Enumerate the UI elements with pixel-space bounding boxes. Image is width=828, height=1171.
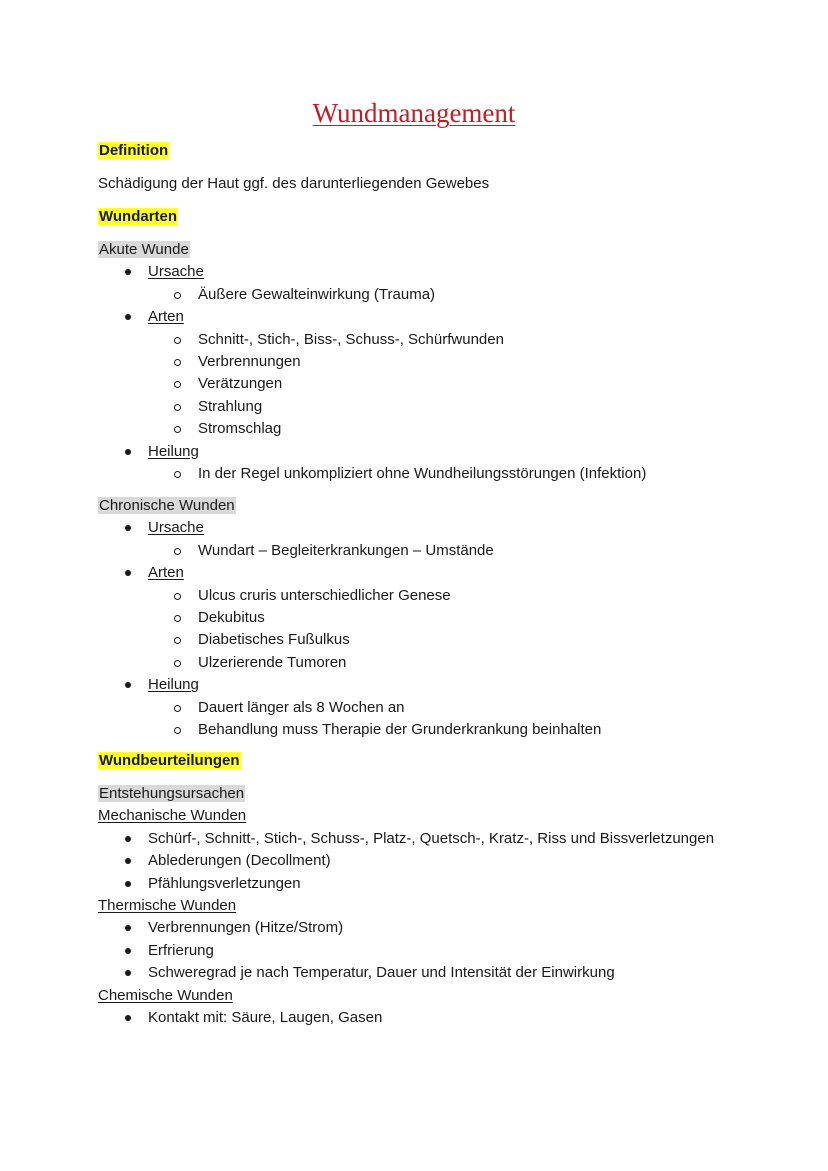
list-item: Verbrennungen bbox=[98, 351, 788, 373]
list-item: Verbrennungen (Hitze/Strom) bbox=[98, 917, 788, 939]
list-item bbox=[98, 517, 788, 539]
mechanische-wunden-title: Mechanische Wunden bbox=[98, 807, 247, 825]
definition-text: Schädigung der Haut ggf. des darunterliegenden Gewebes bbox=[98, 175, 490, 192]
list-item: Diabetisches Fußulkus bbox=[98, 629, 788, 651]
page-title: Wundmanagement bbox=[312, 98, 516, 128]
wundarten-heading: Wundarten bbox=[99, 208, 178, 225]
list-item: Kontakt mit: Säure, Laugen, Gasen bbox=[98, 1007, 788, 1029]
akute-wunde-title: Akute Wunde bbox=[99, 241, 189, 258]
definition-heading: Definition bbox=[99, 142, 169, 159]
list-item: Ulcus cruris unterschiedlicher Genese bbox=[98, 585, 788, 607]
list-item: Erfrierung bbox=[98, 940, 788, 962]
list-item: Schürf-, Schnitt-, Stich-, Schuss-, Platz-, Quetsch-, Kratz-, Riss und Bissverletzungen bbox=[98, 828, 788, 850]
list-item: In der Regel unkompliziert ohne Wundheilungsstörungen (Infektion) bbox=[98, 463, 788, 485]
entstehungsursachen-title: Entstehungsursachen bbox=[99, 785, 245, 802]
list-item: Schnitt-, Stich-, Biss-, Schuss-, Schürfwunden bbox=[98, 329, 788, 351]
list-item bbox=[98, 674, 788, 696]
wundbeurteilungen-heading-block bbox=[98, 750, 788, 772]
list-item: Äußere Gewalteinwirkung (Trauma) bbox=[98, 284, 788, 306]
definition-text-block bbox=[98, 173, 788, 195]
list-item: Stromschlag bbox=[98, 418, 788, 440]
wundbeurteilungen-section bbox=[98, 783, 788, 1029]
definition-section bbox=[98, 140, 788, 162]
akute-ursache-label: Ursache bbox=[148, 263, 204, 281]
list-item bbox=[98, 261, 788, 283]
list-item: Schweregrad je nach Temperatur, Dauer und Intensität der Einwirkung bbox=[98, 962, 788, 984]
thermische-wunden-title: Thermische Wunden bbox=[98, 896, 237, 914]
list-item: Wundart – Begleiterkrankungen – Umstände bbox=[98, 540, 788, 562]
chronische-ursache-label: Ursache bbox=[148, 519, 204, 537]
list-item bbox=[98, 562, 788, 584]
list-item: Dekubitus bbox=[98, 607, 788, 629]
list-item: Ulzerierende Tumoren bbox=[98, 652, 788, 674]
akute-arten-label: Arten bbox=[148, 308, 184, 326]
list-item: Pfählungsverletzungen bbox=[98, 873, 788, 895]
list-item bbox=[98, 441, 788, 463]
list-item: Strahlung bbox=[98, 396, 788, 418]
list-item: Verätzungen bbox=[98, 373, 788, 395]
wundarten-heading-block bbox=[98, 206, 788, 228]
chronische-heilung-label: Heilung bbox=[148, 676, 199, 694]
chemische-wunden-title: Chemische Wunden bbox=[98, 986, 233, 1004]
wundbeurteilungen-heading: Wundbeurteilungen bbox=[99, 752, 240, 769]
chronische-arten-label: Arten bbox=[148, 564, 184, 582]
akute-wunde-section bbox=[98, 239, 788, 485]
list-item: Behandlung muss Therapie der Grunderkrankung beinhalten bbox=[98, 719, 788, 741]
chronische-wunden-section bbox=[98, 495, 788, 741]
list-item: Dauert länger als 8 Wochen an bbox=[98, 697, 788, 719]
chronische-wunden-title: Chronische Wunden bbox=[99, 497, 235, 514]
list-item: Ablederungen (Decollment) bbox=[98, 850, 788, 872]
list-item bbox=[98, 306, 788, 328]
akute-heilung-label: Heilung bbox=[148, 442, 199, 460]
